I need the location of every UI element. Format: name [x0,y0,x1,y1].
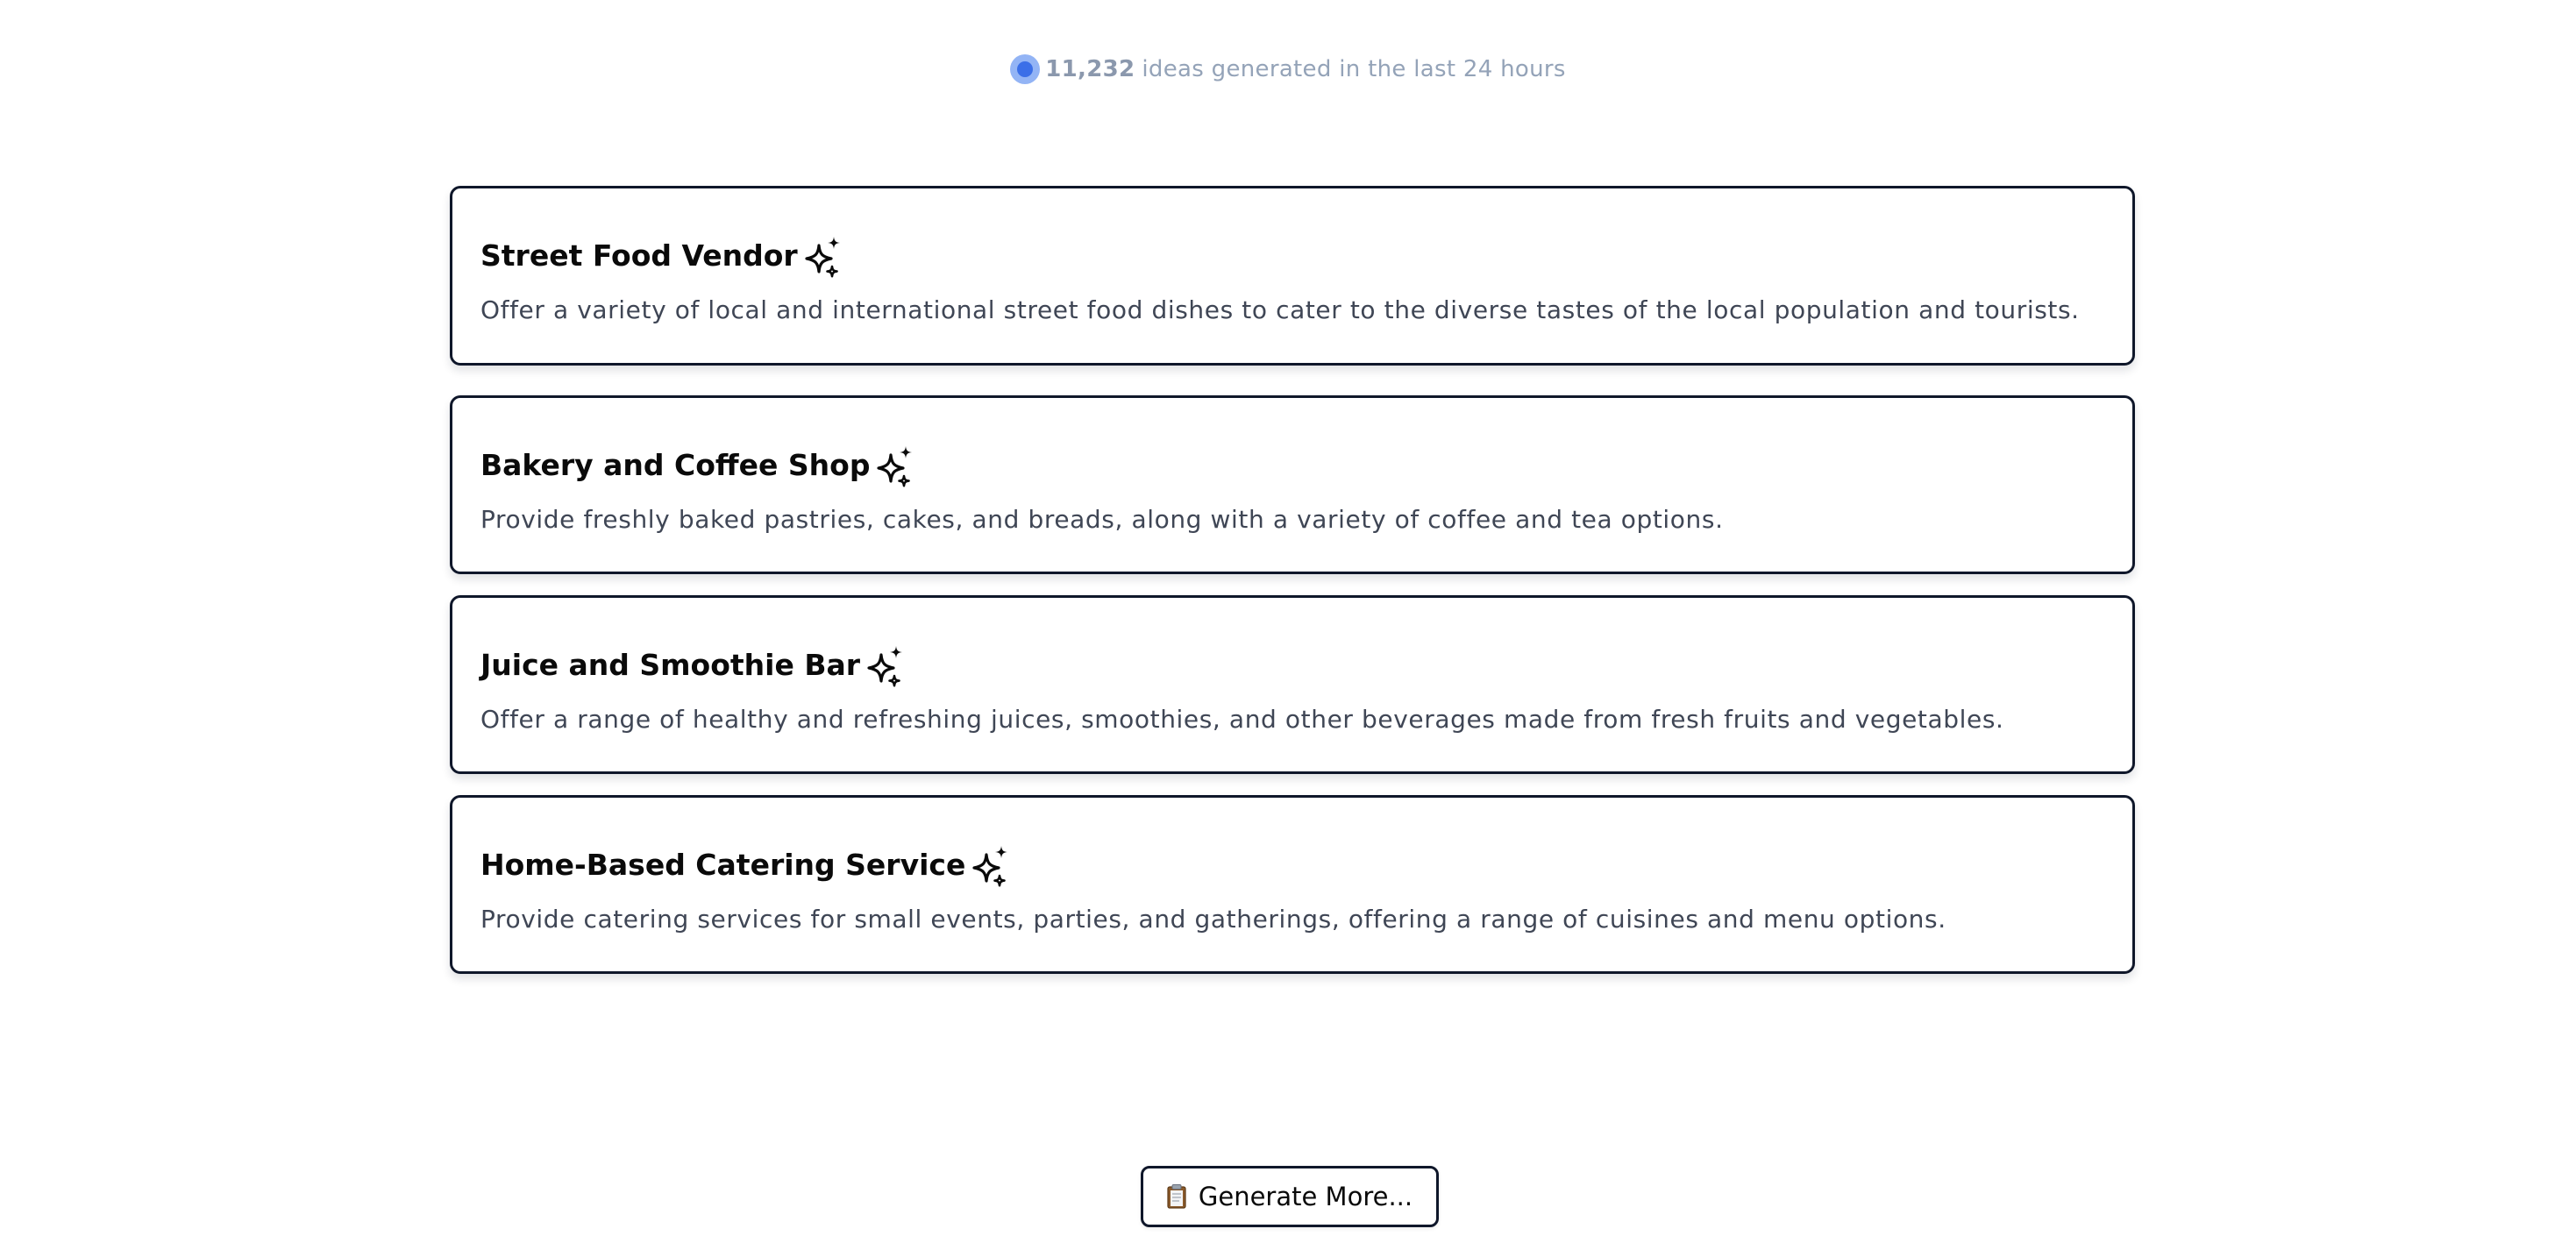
generate-more-label: Generate More... [1198,1182,1413,1211]
idea-list [450,186,2135,1004]
ideas-counter-text: ideas generated in the last 24 hours [1142,56,1566,82]
sparkles-icon [872,444,919,492]
idea-card[interactable] [450,795,2135,974]
live-indicator-icon [1010,54,1040,84]
idea-card[interactable] [450,595,2135,774]
idea-card[interactable] [450,186,2135,366]
idea-description: Offer a range of healthy and refreshing juices, smoothies, and other beverages made from fresh fruits and vegetables. [480,705,2004,734]
generate-more-button[interactable] [1141,1166,1439,1227]
idea-card[interactable] [450,395,2135,574]
idea-title: Home-Based Catering Service [480,847,966,882]
idea-title: Bakery and Coffee Shop [480,447,871,482]
idea-title: Street Food Vendor [480,238,798,273]
idea-title: Juice and Smoothie Bar [480,647,861,682]
idea-description: Provide catering services for small events, parties, and gatherings, offering a range of cuisines and menu options. [480,905,1946,934]
sparkles-icon [967,844,1014,891]
ideas-counter [0,54,2576,84]
sparkles-icon [862,644,909,692]
sparkles-icon [800,235,847,282]
idea-description: Provide freshly baked pastries, cakes, and breads, along with a variety of coffee and tea options. [480,505,1724,534]
idea-description: Offer a variety of local and international street food dishes to cater to the diverse tastes of the local population and tourists. [480,295,2080,324]
clipboard-icon [1167,1184,1186,1209]
ideas-count: 11,232 [1045,56,1135,82]
